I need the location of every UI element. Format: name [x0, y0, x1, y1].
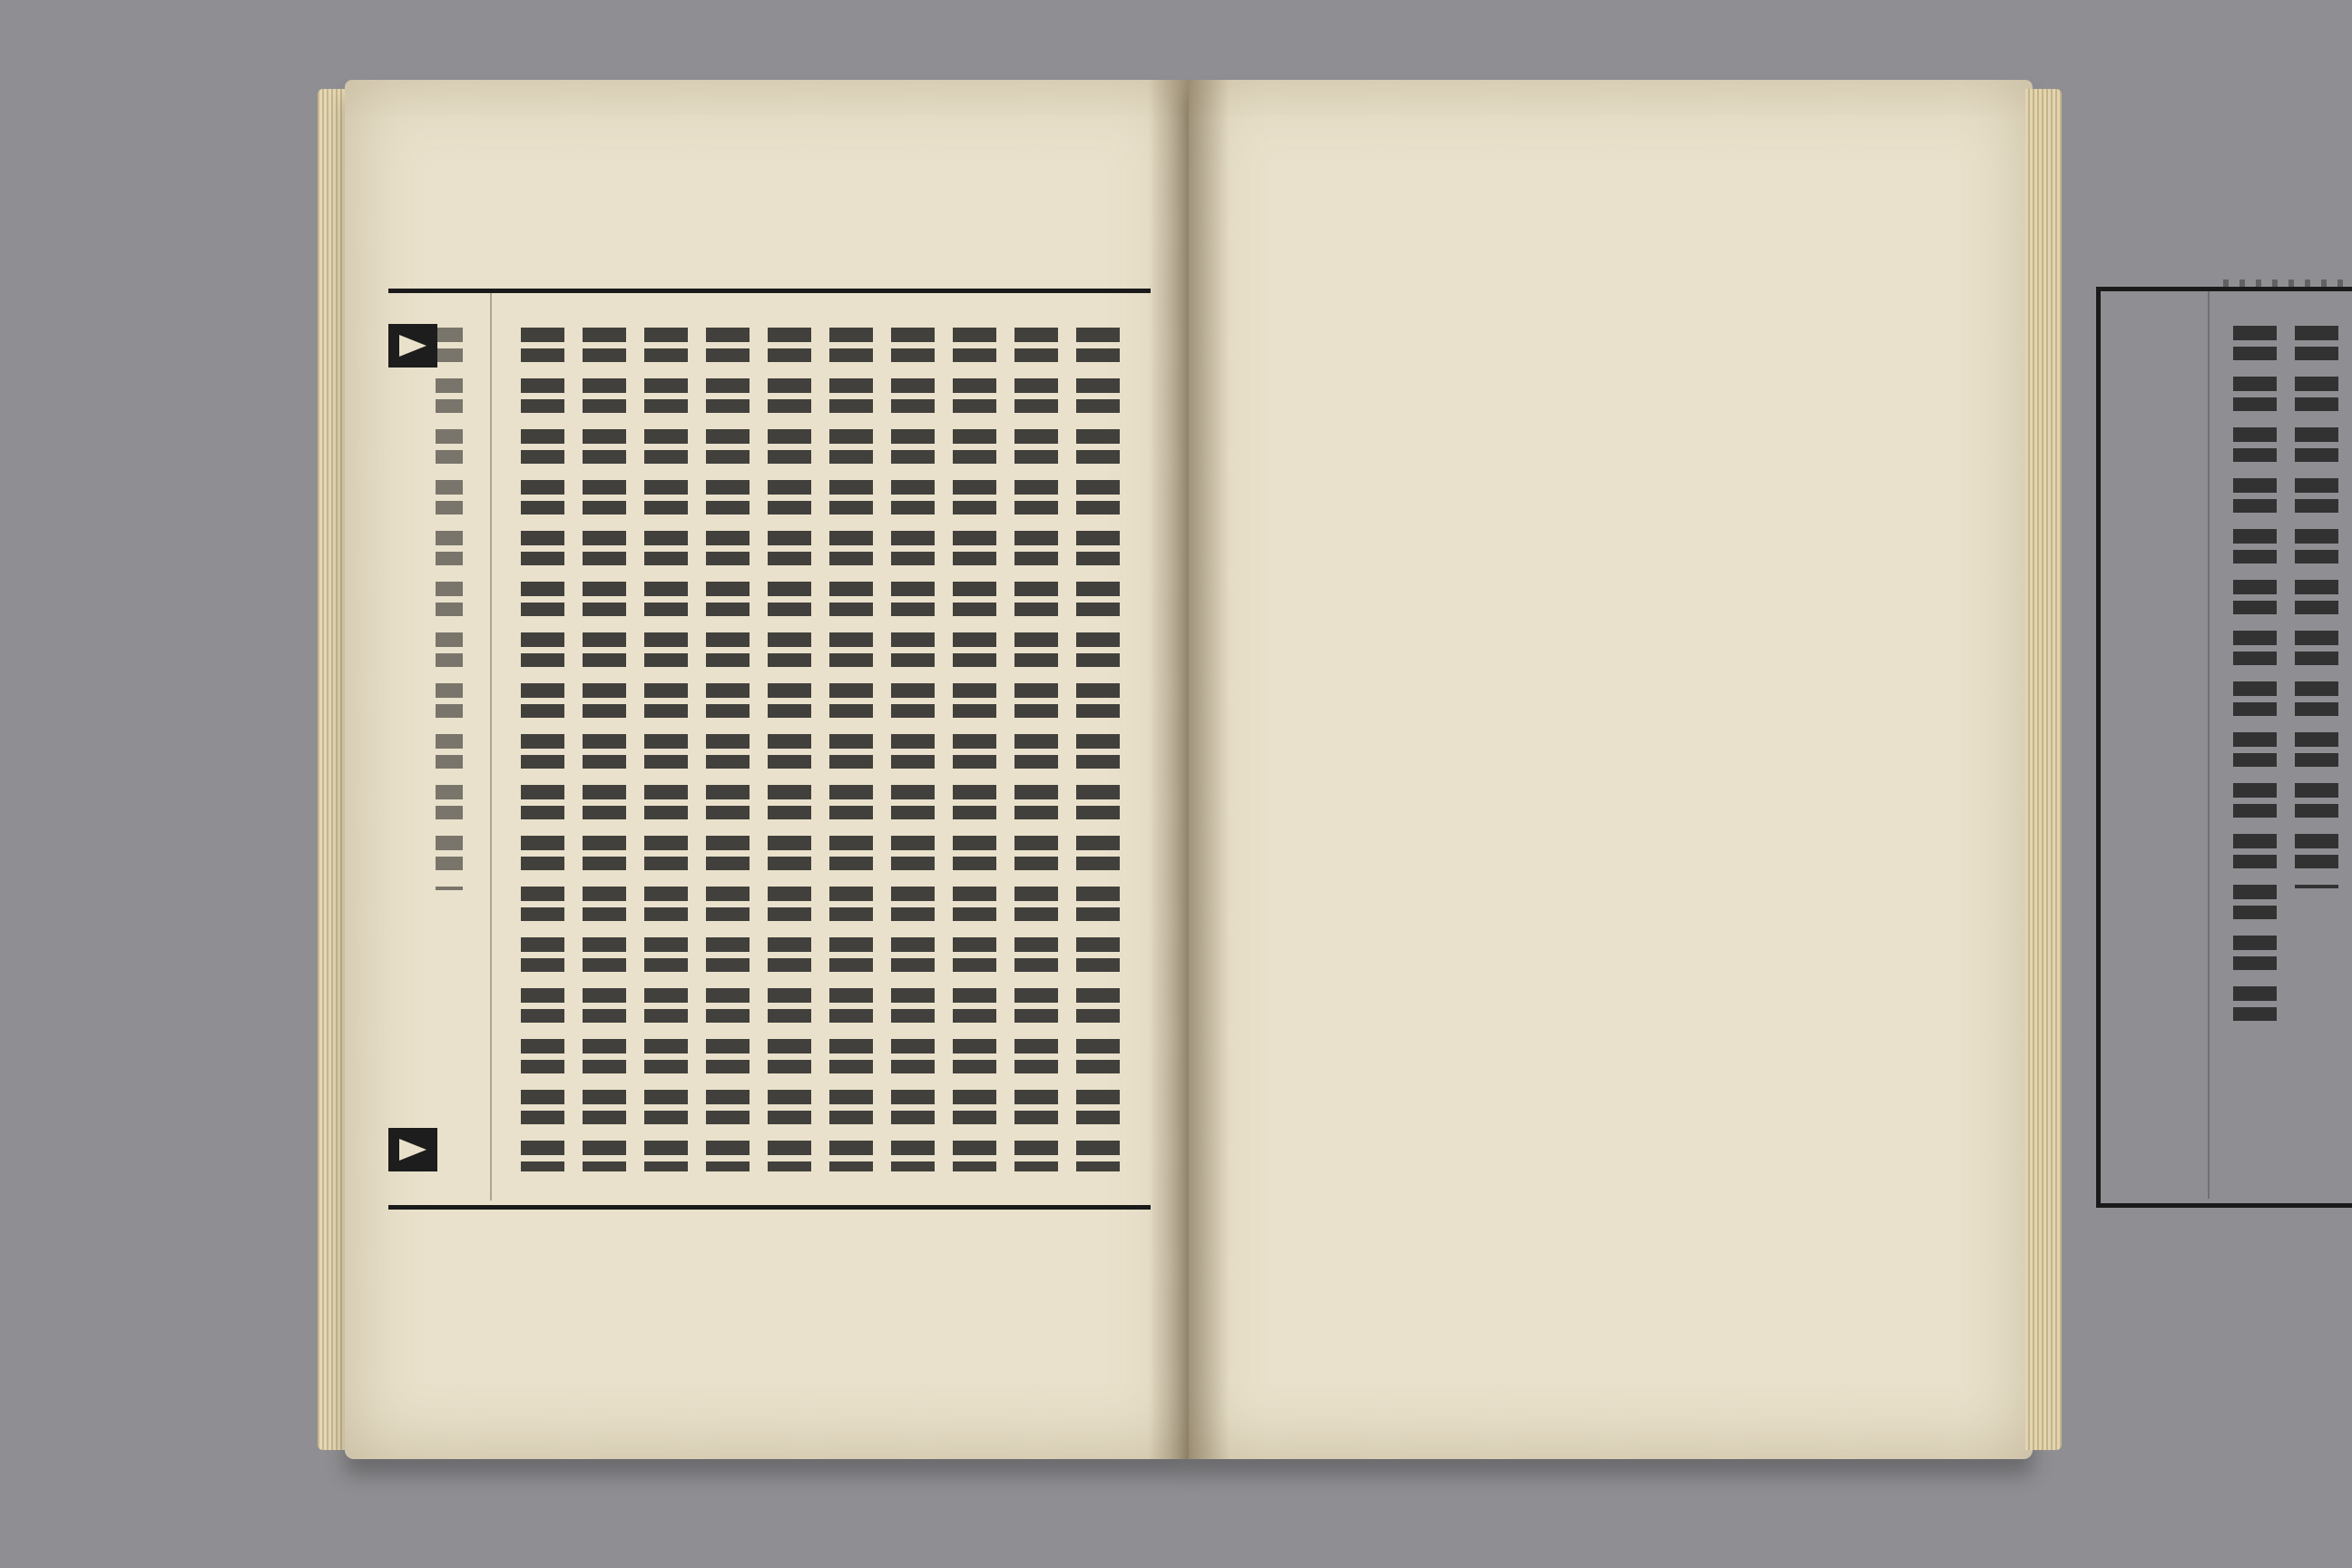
text-column: [644, 328, 688, 1171]
fish-tail-mark: [388, 1128, 437, 1171]
column-rule: [2208, 291, 2210, 1199]
text-column: [953, 328, 996, 1171]
text-column: [706, 328, 750, 1171]
column-rule: [490, 293, 492, 1200]
text-column: [583, 328, 626, 1171]
text-column: [1014, 328, 1058, 1171]
book-spine: [1148, 80, 1230, 1459]
right-page: [1189, 80, 2033, 1459]
center-fold-column: [436, 328, 463, 890]
text-column: [2233, 326, 2277, 1034]
right-page-edges: [2025, 89, 2062, 1450]
right-text-frame: [2096, 287, 2352, 1208]
text-column: [521, 328, 564, 1171]
text-column: [891, 328, 935, 1171]
text-column: [1076, 328, 1120, 1171]
text-column: [829, 328, 873, 1171]
left-page: [345, 80, 1189, 1459]
text-column: [2295, 326, 2338, 888]
text-column: [768, 328, 811, 1171]
fish-tail-mark: [388, 324, 437, 368]
open-book: [327, 80, 2051, 1504]
left-text-frame: [388, 289, 1151, 1210]
